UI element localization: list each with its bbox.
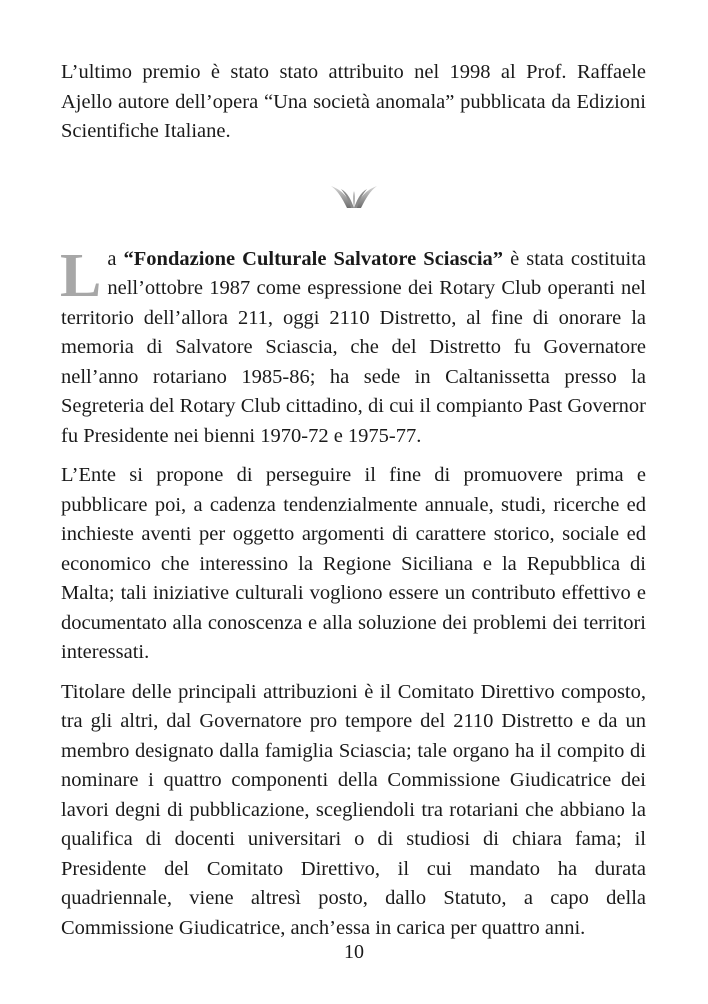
ornament-divider xyxy=(61,147,646,245)
foundation-paragraph-body: è stata costituita nell’ottobre 1987 come espressione dei Rotary Club operanti nel territorio dell’allora 211, oggi 2110 Distretto, al fine di onorare la memoria di Salvatore Sciascia, che del Distretto fu Governatore nell’anno rotariano 1985-86; ha sede in Caltanissetta presso la Segreteria del Rotary Club cittadino, di cui il compianto Past Governor fu Presidente nei bienni 1970-72 e 1975-77. xyxy=(61,247,646,447)
decorative-fleuron-icon xyxy=(327,183,381,209)
foundation-name: “Fondazione Culturale Salvatore Sciascia” xyxy=(123,247,504,270)
committee-paragraph: Titolare delle principali attribuzioni è il Comitato Direttivo composto, tra gli altri, dal Governatore pro tempore del 2110 Distretto e da un membro designato dalla famiglia Sciascia; tale organo ha il compito di nominare i quattro componenti della Commissione Giudicatrice dei lavori degni di pubblicazione, scegliendoli tra rotariani che abbiano la qualifica di docenti universitari o di studiosi di chiara fama; il Presidente del Comitato Direttivo, il cui mandato ha durata quadriennale, viene altresì posto, dallo Statuto, a capo della Commissione Giudicatrice, anch’essa in carica per quattro anni. xyxy=(61,680,646,939)
foundation-paragraph xyxy=(60,241,646,452)
purpose-paragraph: L’Ente si propone di perseguire il fine di promuovere prima e pubblicare poi, a cadenza tendenzialmente annuale, studi, ricerche ed inchieste aventi per oggetto argomenti di carattere storico, sociale ed economico che interessino la Regione Siciliana e la Repubblica di Malta; tali iniziative culturali vogliono essere un contributo effettivo e documentato alla conoscenza e alla soluzione dei problemi dei territori interessati. xyxy=(61,464,646,663)
paragraph-lead: a xyxy=(107,247,124,270)
intro-paragraph: L’ultimo premio è stato stato attribuito nel 1998 al Prof. Raffaele Ajello autore dell’opera “Una società anomala” pubblicata da Edizioni Scientifiche Italiane. xyxy=(61,61,646,142)
document-page xyxy=(61,58,646,943)
drop-cap: L xyxy=(60,241,102,310)
page-number: 10 xyxy=(344,941,364,963)
